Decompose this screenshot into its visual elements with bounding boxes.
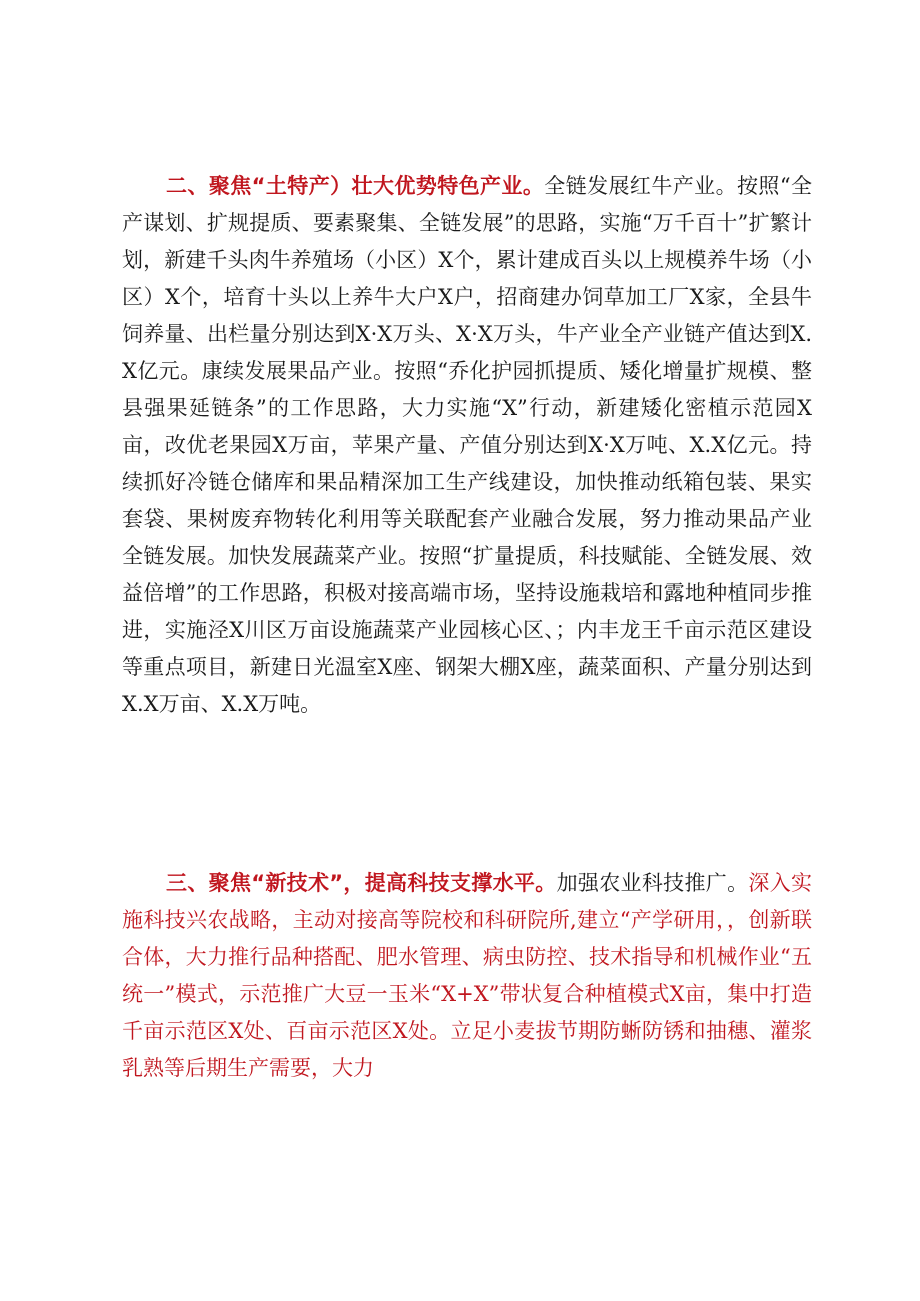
section-heading-3: 三、聚焦“新技术”，提高科技支撑水平。 [166, 871, 557, 895]
paragraph-text: 全链发展红牛产业。按照“全产谋划、扩规提质、要素聚集、全链发展”的思路，实施“万千百十”扩繁计划，新建千头肉牛养殖场（小区）X个，累计建成百头以上规模养牛场（小区）X个，培育十头以上养牛大户X户，招商建办饲草加工厂X家，全县牛饲养量、出栏量分别达到X·X万头、X·X万头，牛产业全产业链产值达到X.X亿元。康续发展果品产业。按照“乔化护园抓提质、矮化增量扩规模、整县强果延链条”的工作思路，大力实施“X”行动，新建矮化密植示范园X亩，改优老果园X万亩，苹果产量、产值分别达到X·X万吨、X.X亿元。持续抓好冷链仓储库和果品精深加工生产线建设，加快推动纸箱包装、果实套袋、果树废弃物转化利用等关联配套产业融合发展，努力推动果品产业全链发展。加快发展蔬菜产业。按照“扩量提质，科技赋能、全链发展、效益倍增”的工作思路，积极对接高端市场，坚持设施栽培和露地种植同步推进，实施泾X川区万亩设施蔬菜产业园核心区、；内丰龙王千亩示范区建设等重点项目，新建日光温室X座、钢架大棚X座，蔬菜面积、产量分别达到X.X万亩、X.X万吨。 [122, 174, 812, 716]
paragraph-agriculture-industries [122, 168, 812, 723]
paragraph-text-lead: 加强农业科技推广。 [556, 871, 749, 895]
paragraph-text-highlighted: 深入实施科技兴农战略，主动对接高等院校和科研院所,建立“产学研用，，创新联合体，大力推行品种搭配、肥水管理、病虫防控、技术指导和机械作业“五统一”模式，示范推广大豆一玉米“X+X”带状复合种植模式X亩，集中打造千亩示范区X处、百亩示范区X处。立足小麦拔节期防蜥防锈和抽穗、灌浆乳熟等后期生产需要，大力 [122, 871, 813, 1080]
paragraph-technology [122, 865, 812, 1087]
section-heading-2: 二、聚焦“土特产）壮大优势特色产业。 [166, 174, 545, 198]
